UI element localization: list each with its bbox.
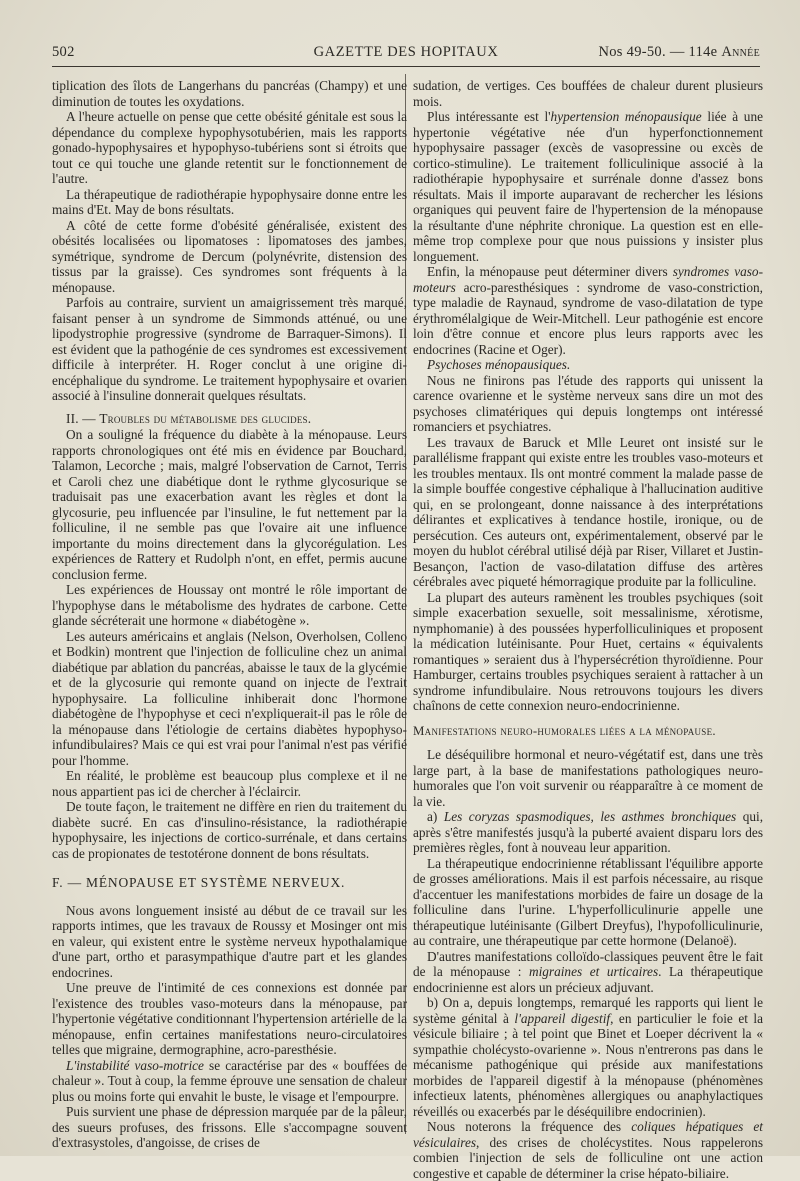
paragraph [413, 809, 763, 856]
paragraph [52, 1058, 407, 1105]
paragraph: La thérapeutique endocrinienne rétablissant l'équilibre apporte de grosses améliorations. Mais il est parfois nécessaire, au risque d'accentuer les manifestations morbides de faire un dosage de la folliculine dans l'urine. L'hyperfolliculinurie appelle une thérapeutique lutéinisante (Gilbert Dreyfus), l'hypofolliculinurie, au contraire, une thérapeutique par cette hormone (Delanoë). [413, 855, 763, 948]
issue-year: Année [721, 44, 760, 60]
paragraph: A l'heure actuelle on pense que cette obésité génitale est sous la dépendance du complexe hypophysotubérien, mais les rapports gonado-hypophysaires et hypophyso-tubériens sont si étroits que tout ce qui touche une glande retentit sur le fonctionnement de l'autre. [52, 109, 407, 186]
journal-title: GAZETTE DES HOPITAUX [313, 44, 499, 60]
paragraph: A côté de cette forme d'obésité généralisée, existent des obésités localisées ou lipomatoses : lipomatoses des jambes, symétrique, syndrome de Dercum (polynévrite, distension des tissus par la graisse). Ces syndromes sont fréquents à la ménopause. [52, 217, 407, 295]
italic-term: migraines et urticaires [528, 964, 659, 979]
paragraph-text: liée à une hypertonie végétative née d'un hyperfonctionnement hypophysaire passager (excès de vasopressine ou excès de cortico-stimuline). Le traitement folliculinique associé à la radiothérapie hypophysaire et surrénale donne d'assez bons résultats. Mais il importe auparavant de rechercher les lésions organiques qui peuvent faire de l'hypertension de la ménopause la résultante d'une néphrite chronique. La question est en elle-même trop complexe pour que nous puissions y insister plus longuement. [413, 109, 764, 264]
page-number: 502 [52, 44, 75, 60]
subsection-number: II. — [66, 410, 100, 426]
paragraph [413, 109, 763, 264]
paragraph: En réalité, le problème est beaucoup plus complexe et il ne nous appartient pas ici de chercher à l'éclaircir. [52, 768, 407, 799]
paragraph-text: Plus intéressante est l' [427, 109, 551, 124]
paragraph-text: acro-paresthésiques : syndrome de vaso-constriction, type maladie de Raynaud, syndrome de vaso-dilatation de type érythromélalgique de Weir-Mitchell. Leur pathogénie est encore loin d'être connue et encore plus leurs rapports avec les endocrines (Racine et Oger). [413, 279, 763, 357]
section-heading: F. — MÉNOPAUSE ET SYSTÈME NERVEUX. [52, 875, 346, 890]
paragraph: Puis survient une phase de dépression marquée par de la pâleur, des sueurs profuses, des frissons. Elle s'accompagne souvent d'extrasystoles, d'angoisse, de crises de [52, 1104, 407, 1150]
paragraph: Le déséquilibre hormonal et neuro-végétatif est, dans une très large part, à la base de manifestations pathologiques neuro-humorales que l'on voit survenir ou réapparaître à ce moment de la vie. [413, 747, 763, 809]
subsection-heading [52, 411, 407, 427]
paragraph-text: , des crises de cholécystites. Nous rappelerons combien l'injection de sels de folliculine ont une action congestive et capable de déterminer la crise hépato-biliaire. [413, 1134, 763, 1181]
paragraph: Une preuve de l'intimité de ces connexions est donnée par l'existence des troubles vaso-moteurs dans la ménopause, par l'hypertonie végétative conditionnant l'hypertension artérielle de la ménopause, enfin certaines manifestations neuro-circulatoires telles que migraine, dermographine, acro-paresthésie. [52, 980, 407, 1057]
italic-term: coliques hépatiques et vésiculaires [413, 1119, 764, 1150]
italic-term: l'appareil digestif [514, 1010, 611, 1026]
paragraph-text: Enfin, la ménopause peut déterminer divers [427, 264, 673, 279]
paragraph: La plupart des auteurs ramènent les troubles psychiques (soit simple exacerbation sexuelle, soit messalinisme, xérotisme, nymphomanie) à des poussées hyperfolliculiniques et proposent la médication lutéinisante. Pour Huet, certains « équivalents romantiques » seraient dus à l'hypersécrétion thyroïdienne. Pour Hamburger, certains troubles psychiques seraient à rattacher à un syndrome infundibulaire. Nous retrouvons toujours les divers chaînons de cette connexion neuro-endocrinienne. [413, 589, 763, 713]
paragraph: Les expériences de Houssay ont montré le rôle important de l'hypophyse dans le métabolisme des hydrates de carbone. Cette glande sécréterait une hormone « diabétogène ». [52, 582, 407, 628]
paragraph: De toute façon, le traitement ne diffère en rien du traitement du diabète sucré. En cas d'insulino-résistance, la radiothérapie hypophysaire, les injections de cortico-surrénale, et dans certains cas de propionates de testotérone donnent de bons résultats. [52, 799, 407, 861]
subheading-psychoses: Psychoses ménopausiques. [427, 357, 571, 372]
paragraph-text: . La thérapeutique endocrinienne est alors un précieux adjuvant. [413, 964, 763, 995]
paragraph: Les travaux de Baruck et Mlle Leuret ont insisté sur le parallélisme frappant qui existe entre les troubles vaso-moteurs et les troubles mentaux. Ils ont montré comment la malade passe de la simple bouffée congestive céphalique à l'hallucination auditive qui, en se prolongeant, donne naissance à des interprétations délirantes et explicatives à tendance hostile, ironique, ou de persécution. Ces auteurs ont, expérimentalement, observé par le moyen du hublot cérébral utilisé déjà par Riser, Villaret et Justin-Besançon, l'action de vaso-dilatation diffuse des artères cérébrales avec piqueté hémorragique produite par la folliculine. [413, 434, 763, 589]
paragraph: Nous ne finirons pas l'étude des rapports qui unissent la carence ovarienne et le système nerveux sans dire un mot des psychoses climatériques qui depuis longtemps ont intéressé romanciers et psychiatres. [413, 372, 763, 434]
right-column [413, 78, 763, 1181]
paragraph-text: b) On a, depuis longtemps, remarqué les rapports qui lient le système génital à [413, 995, 763, 1026]
subsection-title: Troubles du métabolisme des glucides. [99, 410, 312, 426]
paragraph: tiplication des îlots de Langerhans du pancréas (Champy) et une diminution de toutes les oxydations. [52, 78, 407, 109]
header-rule [52, 66, 760, 67]
paragraph [413, 1119, 763, 1181]
paragraph: On a souligné la fréquence du diabète à la ménopause. Leurs rapports chronologiques ont été mis en évidence par Bouchard, Talamon, Lecorche ; mais, malgré l'observation de Carnot, Terris et Caroli chez une diabétique dont le rythme glycosurique se traduisait pas une exacerbation avant les règles et dont la glycosurie, peu influencée par l'insuline, le fut nettement par la folliculine, il ne semble pas que l'ovaire ait une influence importante du moins directement dans la glycorégulation. Les expériences de Rattery et Rudolph n'ont, en effet, permis aucune conclusion ferme. [52, 427, 407, 582]
paragraph: Les auteurs américains et anglais (Nelson, Overholsen, Colleno et Bodkin) montrent que l'injection de folliculine chez un animal diabétique par ablation du pancréas, abaisse le taux de la glycémie et de la glycosurie qui remonte quand on injecte de l'extrait hypophysaire. La folliculine inhiberait donc l'hormone diabétogène de l'hypophyse et ceci n'expliquerait-il pas le rôle de la ménopause dans l'étiologie de certains diabètes hypophyso-infundibulaires? Mais ce qui est vrai pour l'animal n'est pas vérifié pour l'homme. [52, 628, 407, 768]
left-column [52, 78, 407, 1151]
issue-info [598, 44, 760, 61]
paragraph: Nous avons longuement insisté au début de ce travail sur les rapports intimes, que les travaux de Roussy et Mosinger ont mis en valeur, qui existent entre le système nerveux hypothalamique d'une part, ortho et parasympathique d'autre part et les glandes endocrines. [52, 902, 407, 980]
italic-term: L'instabilité vaso-motrice [66, 1057, 204, 1073]
paragraph: sudation, de vertiges. Ces bouffées de chaleur durent plusieurs mois. [413, 78, 763, 109]
paragraph [413, 264, 763, 357]
page-header [52, 44, 760, 66]
paragraph [413, 995, 763, 1119]
paragraph: Parfois au contraire, survient un amaigrissement très marqué, faisant penser à un syndrome de Simmonds atténué, ou une lipodystrophie progressive (syndrome de Barraquer-Simons). Il est évident que la pathogénie de ces syndromes est excessivement difficile à interpréter. H. Roger conclut à une origine di-encéphalique du syndrome. Le traitement hypophysaire et ovarien associé à l'insuline donnerait quelques résultats. [52, 295, 407, 403]
paragraph-text: D'autres manifestations colloïdo-classiques peuvent être le fait de la ménopause : [413, 948, 763, 979]
paragraph: La thérapeutique de radiothérapie hypophysaire donne entre les mains d'Et. May de bons résultats. [52, 186, 407, 217]
paragraph-text: , en particulier le foie et la vésicule biliaire ; à tel point que Binet et Loeper décrivent la « sympathie cholécysto-ovarienne ». Nous n'entrerons pas dans le mécanisme pathogénique qui préside aux manifestations morbides de l'appareil digestif à la ménopause (phénomènes infectieux latents, phénomènes allergiques ou anaphylactiques réveillés ou exacerbés par le déséquilibre endocrinien). [413, 1010, 763, 1119]
italic-term: Les coryzas spasmodiques, les asthmes bronchiques [443, 809, 737, 824]
paragraph-text: a) [427, 809, 444, 824]
section-heading: Manifestations neuro-humorales liées a la ménopause. [413, 723, 716, 738]
paragraph [413, 949, 763, 996]
paragraph-text: se caractérise par des « bouffées de chaleur ». Tout à coup, la femme éprouve une sensation de chaleur plus ou moins forte qui envahit le buste, le visage et l'empourpre. [52, 1057, 407, 1104]
paragraph-text: Nous noterons la fréquence des [427, 1119, 632, 1134]
issue-numbers: Nos 49-50. — 114e [598, 44, 718, 60]
paragraph-text: qui, après s'être manifestés jusqu'à la puberté avaient disparu lors des premières règles, font à nouveau leur apparition. [413, 809, 764, 855]
italic-term: hypertension ménopausique [550, 109, 702, 124]
italic-term: syndromes vaso-moteurs [413, 264, 763, 295]
